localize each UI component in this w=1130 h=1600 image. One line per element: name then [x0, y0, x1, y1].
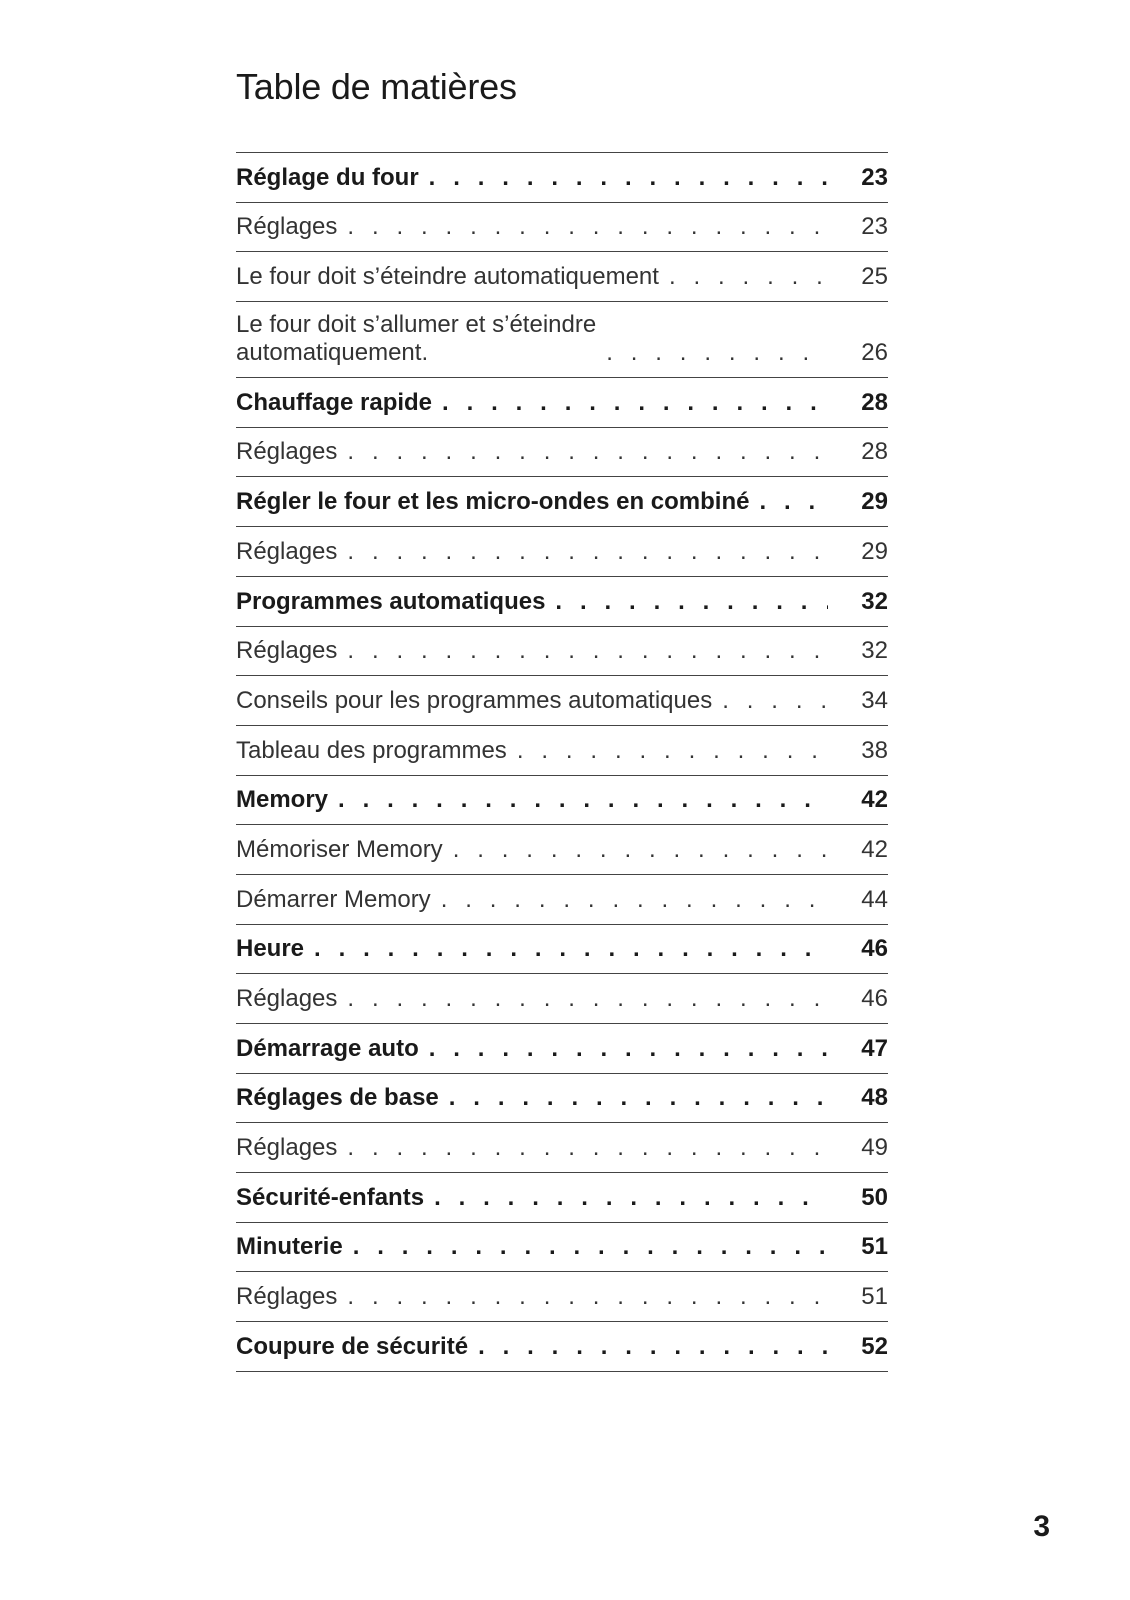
toc-entry-label: Minuterie	[236, 1233, 343, 1261]
toc-section-entry[interactable]	[236, 577, 888, 627]
toc-subsection-entry[interactable]	[236, 974, 888, 1024]
toc-entry-text	[236, 488, 828, 516]
toc-dot-leader	[347, 637, 828, 665]
toc-entry-label: Sécurité-enfants	[236, 1183, 425, 1211]
toc-entry-page-number: 32	[861, 637, 888, 665]
toc-entry-page-number: 28	[861, 388, 888, 416]
toc-entry-label: Tableau des programmes	[236, 736, 507, 764]
page-title: Table de matières	[236, 66, 517, 107]
toc-entry-page-number: 51	[861, 1283, 888, 1311]
toc-entry-label: Chauffage rapide	[236, 388, 433, 416]
toc-subsection-entry[interactable]	[236, 726, 888, 776]
toc-entry-label: Memory	[236, 786, 329, 814]
toc-entry-page-number: 46	[861, 985, 888, 1012]
toc-entry-label: Conseils pour les programmes automatiques	[236, 686, 713, 714]
toc-entry-page-number: 38	[861, 736, 888, 764]
toc-dot-leader	[347, 985, 828, 1013]
toc-entry-label: Heure	[236, 935, 305, 963]
toc-subsection-entry[interactable]	[236, 627, 888, 677]
toc-dot-leader	[555, 588, 828, 616]
toc-entry-text	[236, 935, 828, 963]
toc-entry-page-number: 46	[861, 935, 888, 963]
toc-entry-label: Réglages	[236, 985, 338, 1012]
toc-dot-leader	[347, 438, 828, 466]
toc-entry-text	[236, 886, 828, 914]
toc-subsection-entry[interactable]	[236, 428, 888, 478]
toc-entry-label: Programmes automatiques	[236, 587, 546, 615]
toc-dot-leader	[347, 213, 828, 241]
toc-dot-leader	[347, 538, 828, 566]
toc-entry-label: Réglages	[236, 537, 338, 565]
toc-entry-text	[236, 538, 828, 566]
toc-entry-text	[236, 1283, 828, 1311]
toc-section-entry[interactable]	[236, 776, 888, 826]
toc-entry-page-number: 25	[861, 263, 888, 291]
toc-entry-label: Réglages	[236, 213, 338, 241]
toc-dot-leader	[442, 389, 828, 417]
toc-entry-label: Le four doit s’allumer et s’éteindre automatiquement.	[236, 311, 597, 367]
toc-section-entry[interactable]	[236, 925, 888, 975]
toc-entry-page-number: 44	[861, 885, 888, 913]
toc-subsection-entry[interactable]	[236, 676, 888, 726]
toc-subsection-entry[interactable]	[236, 203, 888, 253]
toc-dot-leader	[759, 488, 828, 516]
toc-subsection-entry[interactable]	[236, 252, 888, 302]
toc-section-entry[interactable]	[236, 378, 888, 428]
toc-entry-page-number: 42	[861, 835, 888, 863]
toc-entry-page-number: 52	[861, 1332, 888, 1360]
toc-entry-label: Réglage du four	[236, 163, 419, 191]
toc-entry-text	[236, 1184, 828, 1212]
toc-section-entry[interactable]	[236, 1074, 888, 1124]
toc-entry-text	[236, 588, 828, 616]
toc-entry-text	[236, 836, 828, 864]
toc-entry-label: Mémoriser Memory	[236, 835, 443, 863]
toc-entry-text	[236, 164, 828, 192]
toc-entry-text	[236, 985, 828, 1013]
toc-entry-page-number: 34	[861, 686, 888, 714]
toc-entry-page-number: 51	[861, 1233, 888, 1261]
toc-entry-text	[236, 213, 828, 241]
toc-entry-page-number: 23	[861, 213, 888, 241]
toc-entry-text	[236, 737, 828, 765]
toc-entry-text	[236, 438, 828, 466]
toc-entry-text	[236, 1134, 828, 1162]
toc-entry-label: Démarrage auto	[236, 1034, 419, 1062]
toc-entry-text	[236, 687, 828, 715]
toc-entry-label: Réglages	[236, 1134, 338, 1162]
toc-section-entry[interactable]	[236, 477, 888, 527]
toc-dot-leader	[441, 886, 828, 914]
toc-entry-page-number: 32	[861, 587, 888, 615]
toc-subsection-entry[interactable]	[236, 825, 888, 875]
toc-dot-leader	[434, 1184, 828, 1212]
toc-subsection-entry[interactable]	[236, 875, 888, 925]
toc-entry-page-number: 50	[861, 1183, 888, 1211]
toc-entry-label: Réglages	[236, 637, 338, 665]
toc-dot-leader	[338, 786, 828, 814]
toc-entry-label: Démarrer Memory	[236, 885, 431, 913]
toc-dot-leader	[449, 1084, 828, 1112]
toc-subsection-entry[interactable]	[236, 527, 888, 577]
toc-entry-text	[236, 1233, 828, 1261]
page-number: 3	[1033, 1510, 1050, 1543]
toc-subsection-entry[interactable]	[236, 1272, 888, 1322]
toc-entry-page-number: 49	[861, 1134, 888, 1162]
toc-subsection-entry[interactable]	[236, 1123, 888, 1173]
toc-entry-text	[236, 1333, 828, 1361]
toc-dot-leader	[517, 737, 828, 765]
toc-entry-text	[236, 1035, 828, 1063]
toc-entry-text	[236, 311, 828, 367]
toc-dot-leader	[347, 1283, 828, 1311]
toc-dot-leader	[314, 935, 828, 963]
toc-entry-label: Réglages	[236, 1283, 338, 1311]
toc-entry-page-number: 42	[861, 786, 888, 814]
toc-entry-page-number: 23	[861, 163, 888, 191]
toc-dot-leader	[347, 1134, 828, 1162]
toc-entry-label: Réglages de base	[236, 1084, 439, 1112]
toc-dot-leader	[606, 339, 828, 367]
toc-entry-label: Régler le four et les micro-ondes en combiné	[236, 488, 750, 516]
toc-section-entry[interactable]	[236, 1173, 888, 1223]
toc-section-entry[interactable]	[236, 1024, 888, 1074]
toc-entry-page-number: 29	[861, 488, 888, 516]
toc-section-entry[interactable]	[236, 153, 888, 203]
toc-section-entry[interactable]	[236, 1322, 888, 1372]
toc-section-entry[interactable]	[236, 1223, 888, 1273]
toc-dot-leader	[669, 263, 828, 291]
toc-entry-text	[236, 786, 828, 814]
toc-entry-text	[236, 1084, 828, 1112]
table-of-contents	[236, 152, 888, 1372]
toc-entry-text	[236, 263, 828, 291]
toc-dot-leader	[478, 1333, 828, 1361]
toc-dot-leader	[353, 1233, 828, 1261]
toc-entry-label: Réglages	[236, 438, 338, 466]
toc-subsection-entry[interactable]	[236, 302, 888, 378]
toc-entry-label: Coupure de sécurité	[236, 1332, 469, 1360]
toc-entry-text	[236, 389, 828, 417]
toc-entry-text	[236, 637, 828, 665]
toc-entry-page-number: 47	[861, 1034, 888, 1062]
toc-entry-page-number: 48	[861, 1084, 888, 1112]
toc-dot-leader	[429, 1035, 828, 1063]
toc-entry-label: Le four doit s’éteindre automatiquement	[236, 263, 659, 291]
toc-dot-leader	[429, 164, 828, 192]
toc-entry-page-number: 28	[861, 438, 888, 466]
toc-dot-leader	[722, 687, 828, 715]
toc-dot-leader	[453, 836, 828, 864]
toc-entry-page-number: 29	[861, 537, 888, 565]
toc-entry-page-number: 26	[861, 339, 888, 367]
